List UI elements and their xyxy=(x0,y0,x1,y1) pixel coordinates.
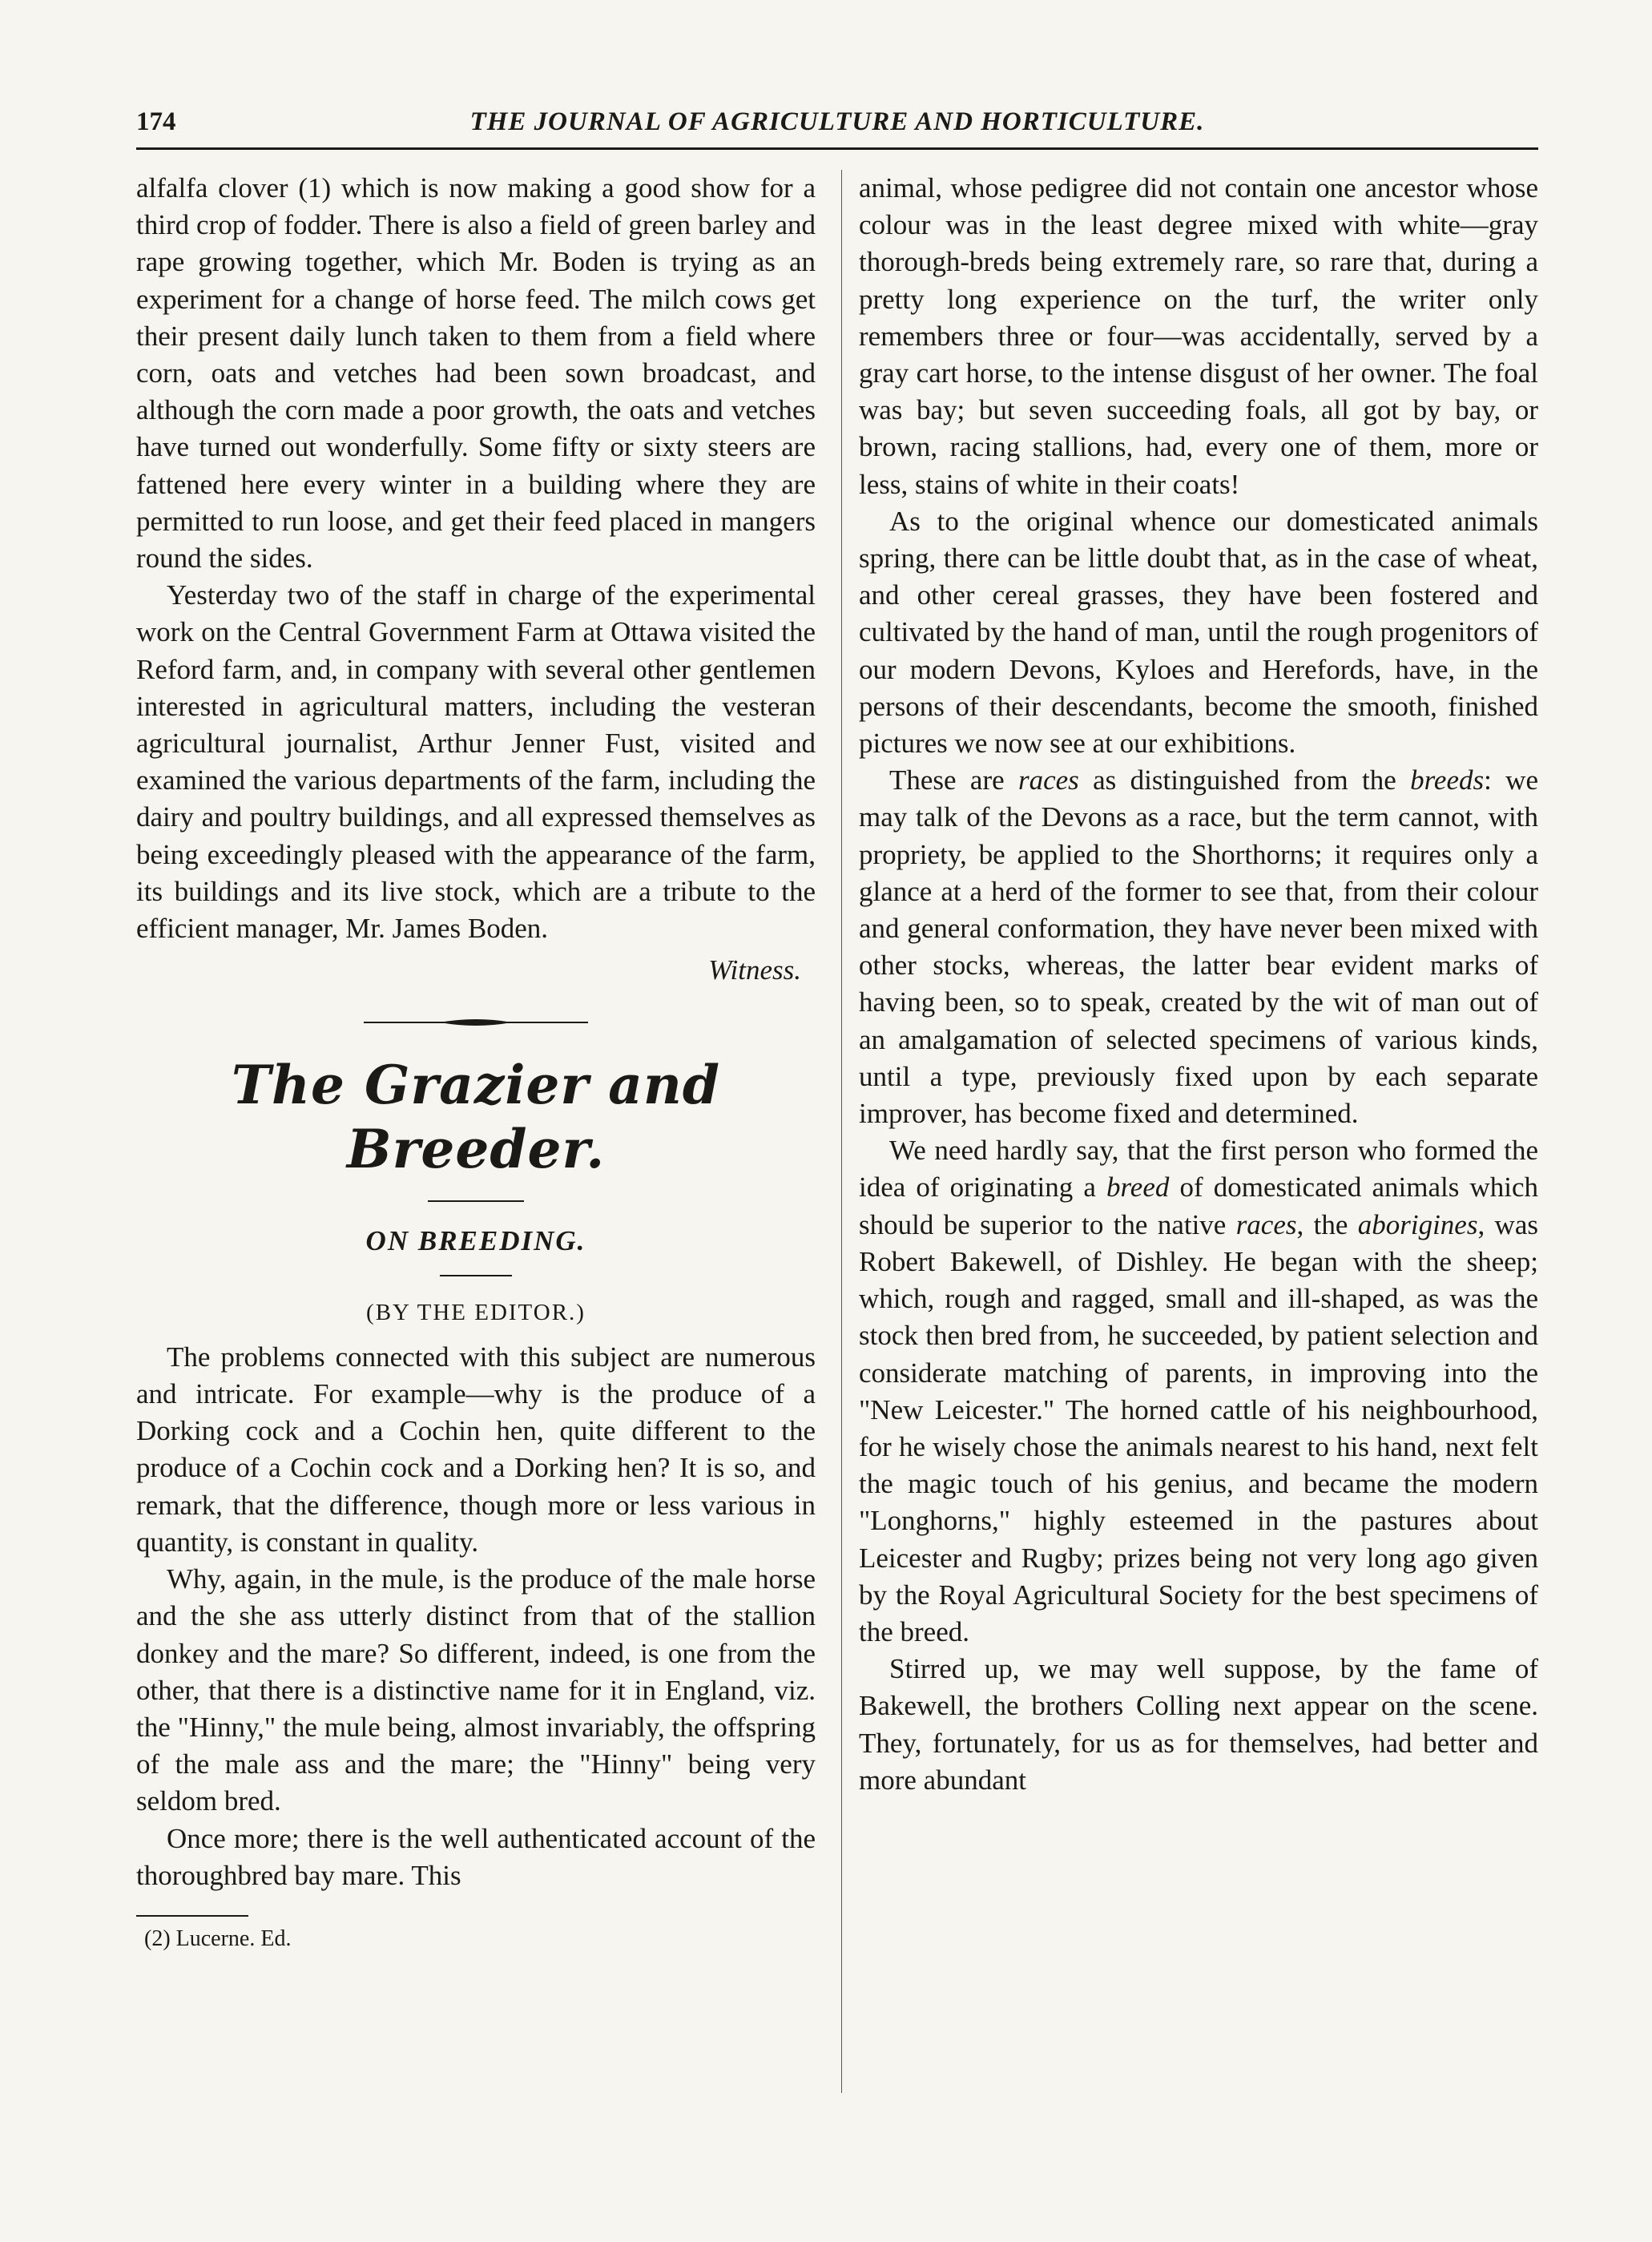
column-divider xyxy=(841,170,842,2093)
paragraph: alfalfa clover (1) which is now making a good show for a third crop of fodder. There is also a field of green barley and rape growing together, which Mr. Boden is trying as an experiment for a change of horse feed. The milch cows get their present daily lunch taken to them from a field where corn, oats and vetches had been sown broadcast, and although the corn made a poor growth, the oats and vetches have turned out wonderfully. Some fifty or sixty steers are fattened here every winter in a building where they are permitted to run loose, and get their feed placed in mangers round the sides. xyxy=(136,172,816,575)
paragraph: animal, whose pedigree did not contain one ancestor whose colour was in the least degree mixed with white—gray thorough-breds being extremely rare, so rare that, during a pretty long experience on the turf, the writer only remembers three or four—was accidentally, served by a gray cart horse, to the intense disgust of her owner. The foal was bay; but seven succeeding foals, all got by bay, or brown, racing stallions, had, every one of them, more or less, stains of white in their coats! xyxy=(859,172,1538,500)
article-title: ON BREEDING. xyxy=(365,1225,586,1257)
paragraph: The problems connected with this subject are numerous and intricate. For example—why is the produce of a Dorking cock and a Cochin hen, quite different to the produce of a Cochin cock and a Dorking hen? It is so, and remark, that the difference, though more or less various in quantity, is constant in quality. xyxy=(136,1341,816,1558)
text-run: , was Robert Bakewell, of Dishley. He began with the sheep; which, rough and ragged, small and ill-shaped, as was the stock then bred from, he succeeded, by patient selection and considerate matching of parents, in improving into the "New Leicester." The horned cattle of his neighbourhood, for he wisely chose the animals nearest to his hand, next felt the magic touch of his genius, and became the modern "Longhorns," highly esteemed in the pastures about Leicester and Rugby; prizes being not very long ago given by the Royal Agricultural Society for the best specimens of the breed. xyxy=(859,1208,1538,1647)
title-rule xyxy=(440,1275,512,1276)
italic-term: breed xyxy=(1106,1171,1170,1204)
left-column xyxy=(136,170,816,1955)
paragraph: Stirred up, we may well suppose, by the fame of Bakewell, the brothers Colling next appear on the scene. They, fortunately, for us as for themselves, had better and more abundant xyxy=(859,1653,1538,1796)
text-run: : we may talk of the Devons as a race, but the term cannot, with propriety, be applied to the Shorthorns; it requires only a glance at a herd of the former to see that, from their colour and general conformation, they have never been mixed with other stocks, whereas, the latter bear evident marks of having been, so to speak, created by the wit of man out of an amalgamation of selected specimens of various kinds, until a type, previously fixed upon by each separate improver, has become fixed and determined. xyxy=(859,764,1538,1130)
text-run: , the xyxy=(1296,1208,1358,1240)
italic-term: races xyxy=(1017,764,1079,796)
header-rule xyxy=(136,147,1538,150)
paragraph xyxy=(859,762,1538,1132)
paragraph xyxy=(859,1132,1538,1651)
page-number: 174 xyxy=(136,107,176,136)
section-title: The Grazier and Breeder. xyxy=(231,1054,721,1181)
footnote-rule xyxy=(136,1915,248,1917)
page-header xyxy=(136,99,1538,147)
paragraph: As to the original whence our domesticated animals spring, there can be little doubt that, as in the case of wheat, and other cereal grasses, they have been fostered and cultivated by the hand of man, until the rough progenitors of our modern Devons, Kyloes and Herefords, have, in the persons of their descendants, become the smooth, finished pictures we now see at our exhibitions. xyxy=(859,505,1538,760)
text-run: of domesticated animals which should be superior to the native xyxy=(859,1171,1538,1240)
paragraph: Yesterday two of the staff in charge of the experimental work on the Central Government Farm at Ottawa visited the Reford farm, and, in company with several other gentlemen interested in agricultural matters, including the vesteran agricultural journalist, Arthur Jenner Fust, visited and examined the various departments of the farm, including the dairy and poultry buildings, and all expressed themselves as being exceedingly pleased with the appearance of the farm, its buildings and its live stock, which are a tribute to the efficient manager, Mr. James Boden. xyxy=(136,579,816,945)
right-column xyxy=(859,170,1538,1799)
byline: (BY THE EDITOR.) xyxy=(366,1299,586,1325)
ornament-rule xyxy=(364,1016,588,1029)
running-title: THE JOURNAL OF AGRICULTURE AND HORTICULTURE. xyxy=(469,107,1205,136)
section-rule xyxy=(428,1200,524,1202)
footnote: (2) Lucerne. Ed. xyxy=(144,1925,292,1951)
signature: Witness. xyxy=(708,954,801,986)
italic-term: races xyxy=(1235,1208,1297,1240)
italic-term: breeds xyxy=(1410,764,1485,796)
paragraph: Once more; there is the well authenticated account of the thoroughbred bay mare. This xyxy=(136,1822,816,1891)
text-run: We need hardly say, that the first person who formed the idea of originating a xyxy=(859,1135,1538,1204)
text-run: These are xyxy=(889,764,1018,796)
italic-term: aborigines xyxy=(1357,1208,1478,1240)
paragraph: Why, again, in the mule, is the produce of the male horse and the she ass utterly distinct from that of the stallion donkey and the mare? So different, indeed, is one from the other, that there is a distinctive name for it in England, viz. the "Hinny," the mule being, almost invariably, the offspring of the male ass and the mare; the "Hinny" being very seldom bred. xyxy=(136,1563,816,1817)
text-run: as distinguished from the xyxy=(1078,764,1411,796)
